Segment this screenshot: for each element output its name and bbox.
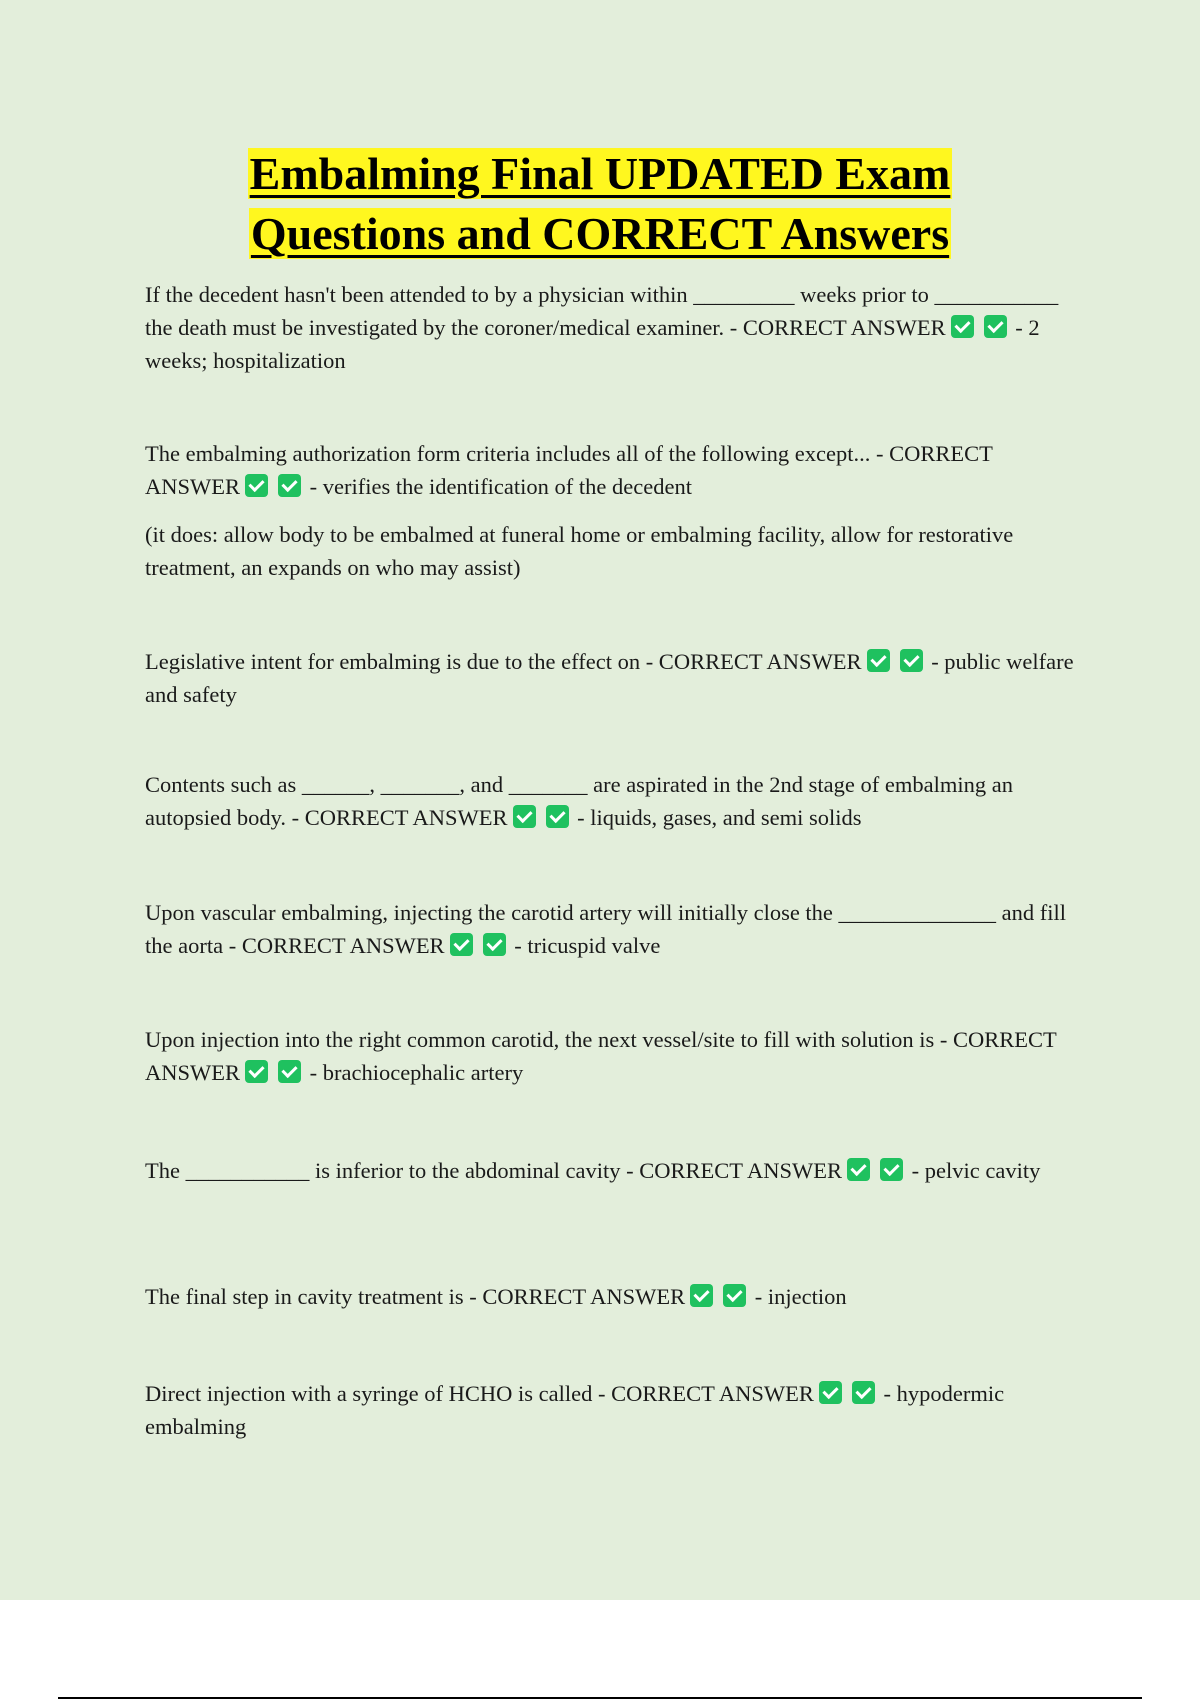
check-icon: [723, 1284, 746, 1307]
check-icon: [546, 805, 569, 828]
check-icon: [847, 1158, 870, 1181]
check-icon: [450, 933, 473, 956]
answer-text: - liquids, gases, and semi solids: [577, 805, 862, 830]
answer-text: - verifies the identification of the decedent: [309, 474, 692, 499]
qa-item-5: [145, 896, 1080, 962]
check-icon: [278, 1060, 301, 1083]
qa-note: (it does: allow body to be embalmed at funeral home or embalming facility, allow for restorative treatment, an expands on who may assist): [145, 522, 1014, 580]
check-icon: [900, 649, 923, 672]
check-icon: [483, 933, 506, 956]
check-icon: [867, 649, 890, 672]
qa-item-9: [145, 1377, 1080, 1443]
answer-text: - public welfare and safety: [145, 649, 1074, 707]
document-title: [0, 144, 1200, 264]
question-text: The final step in cavity treatment is - CORRECT ANSWER: [145, 1284, 686, 1309]
qa-item-3: [145, 645, 1080, 711]
question-text: The ___________ is inferior to the abdominal cavity - CORRECT ANSWER: [145, 1158, 843, 1183]
question-text: Legislative intent for embalming is due to the effect on - CORRECT ANSWER: [145, 649, 862, 674]
question-text: Upon injection into the right common carotid, the next vessel/site to fill with solution is - CORRECT ANSWER: [145, 1027, 1057, 1085]
qa-item-2: [145, 437, 1080, 503]
answer-text: - pelvic cavity: [911, 1158, 1041, 1183]
question-text: The embalming authorization form criteria includes all of the following except... - CORRECT ANSWER: [145, 441, 993, 499]
answer-text: - 2 weeks; hospitalization: [145, 315, 1040, 373]
qa-item-4: [145, 768, 1080, 834]
check-icon: [245, 474, 268, 497]
qa-item-8: [145, 1280, 1080, 1313]
answer-text: - tricuspid valve: [514, 933, 661, 958]
check-icon: [690, 1284, 713, 1307]
question-text: Direct injection with a syringe of HCHO is called - CORRECT ANSWER: [145, 1381, 814, 1406]
question-text: Contents such as ______, _______, and _______ are aspirated in the 2nd stage of embalming an autopsied body. - CORRECT ANSWER: [145, 772, 1013, 830]
check-icon: [984, 315, 1007, 338]
answer-text: - injection: [754, 1284, 847, 1309]
check-icon: [852, 1381, 875, 1404]
question-text: If the decedent hasn't been attended to by a physician within _________ weeks prior to ___________ the death must be investigated by the coroner/medical examiner. - CORRECT ANSWER: [145, 282, 1059, 340]
check-icon: [880, 1158, 903, 1181]
check-icon: [278, 474, 301, 497]
title-line-2: Questions and CORRECT Answers: [250, 208, 950, 259]
answer-text: - brachiocephalic artery: [309, 1060, 524, 1085]
footer-divider: [58, 1697, 1142, 1699]
qa-item-7: [145, 1154, 1080, 1187]
qa-item-1: [145, 278, 1080, 377]
answer-text: - hypodermic embalming: [145, 1381, 1005, 1439]
check-icon: [951, 315, 974, 338]
qa-item-6: [145, 1023, 1080, 1089]
question-text: Upon vascular embalming, injecting the carotid artery will initially close the ______________ and fill the aorta - CORRECT ANSWER: [145, 900, 1067, 958]
title-line-1: Embalming Final UPDATED Exam: [249, 148, 951, 199]
check-icon: [245, 1060, 268, 1083]
check-icon: [513, 805, 536, 828]
check-icon: [819, 1381, 842, 1404]
